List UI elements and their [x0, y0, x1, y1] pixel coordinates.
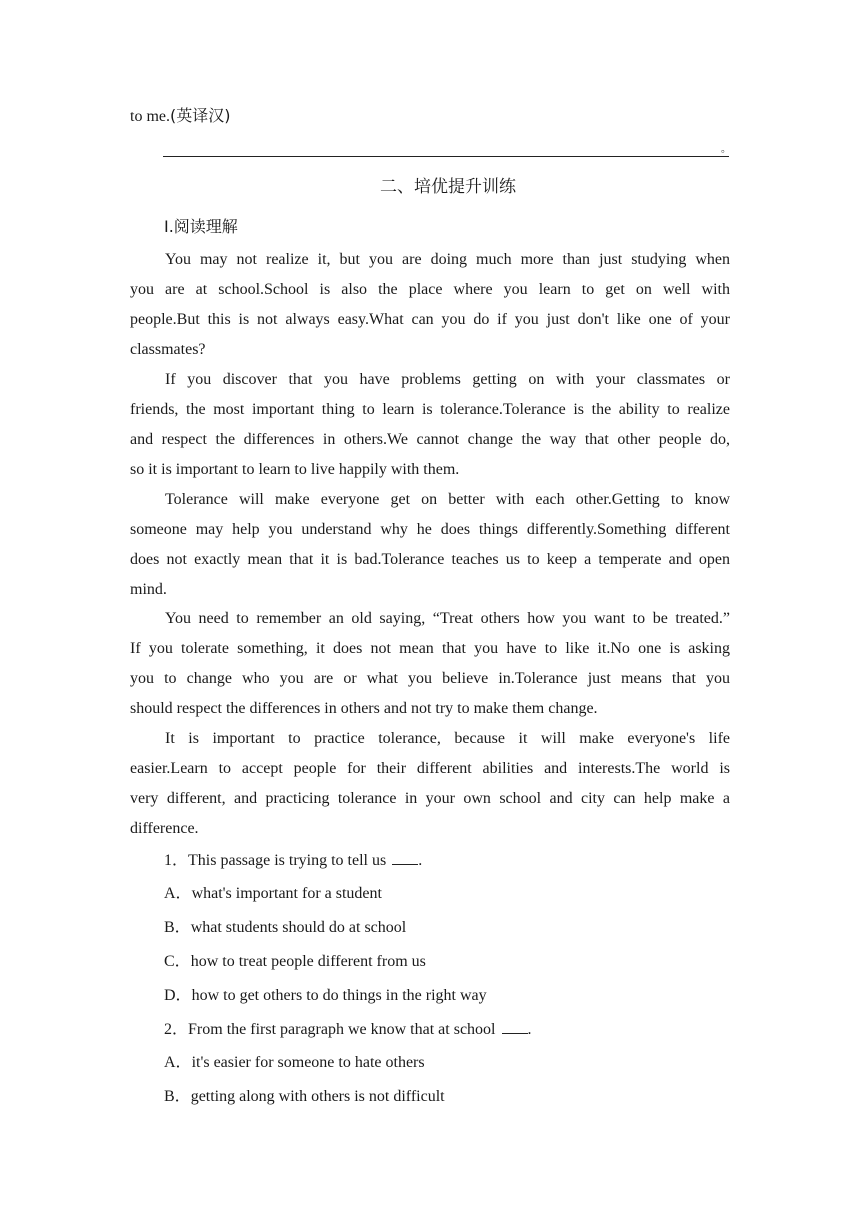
option-a — [164, 1053, 425, 1073]
prev-item-line — [130, 106, 231, 127]
option-letter: A． — [164, 885, 192, 902]
passage-line: You may not realize it, but you are doing much more than just studying when — [165, 251, 730, 268]
passage-line: difference. — [130, 820, 199, 837]
question-tail: . — [418, 852, 423, 869]
answer-line — [163, 156, 729, 157]
end-mark: 。 — [721, 144, 731, 155]
option-text: how to treat people different from us — [190, 953, 426, 970]
passage-line: should respect the differences in others and not try to make them change. — [130, 700, 598, 717]
passage-line: If you discover that you have problems getting on with your classmates or — [165, 371, 730, 388]
question-stem — [164, 850, 422, 871]
option-letter: C． — [164, 953, 191, 970]
part-label: Ⅰ.阅读理解 — [164, 217, 238, 236]
passage-line: someone may help you understand why he does things differently.Something different — [130, 521, 730, 538]
option-letter: A． — [164, 1054, 192, 1071]
option-text: it's easier for someone to hate others — [191, 1054, 425, 1071]
option-b — [164, 1087, 445, 1107]
question-text: This passage is trying to tell us — [188, 852, 387, 869]
passage-line: classmates? — [130, 341, 206, 358]
option-c — [164, 952, 426, 972]
question-stem — [164, 1019, 532, 1040]
passage-line: so it is important to learn to live happily with them. — [130, 461, 460, 478]
answer-blank[interactable] — [502, 1019, 528, 1034]
passage-line: does not exactly mean that it is bad.Tolerance teaches us to keep a temperate and open — [130, 551, 730, 568]
passage-line: you are at school.School is also the place where you learn to get on well with — [130, 281, 730, 298]
option-d — [164, 986, 487, 1006]
option-a — [164, 884, 382, 904]
question-text: From the first paragraph we know that at school — [188, 1021, 496, 1038]
passage-line: If you tolerate something, it does not mean that you have to like it.No one is asking — [130, 640, 730, 657]
option-letter: B． — [164, 919, 191, 936]
passage-line: Tolerance will make everyone get on better with each other.Getting to know — [165, 491, 730, 508]
option-text: how to get others to do things in the right way — [191, 987, 487, 1004]
answer-blank[interactable] — [392, 850, 418, 865]
option-letter: D． — [164, 987, 192, 1004]
passage-line: you to change who you are or what you believe in.Tolerance just means that you — [130, 670, 730, 687]
option-text: getting along with others is not difficult — [190, 1088, 445, 1105]
translation-note: (英译汉) — [170, 106, 231, 125]
passage-line: It is important to practice tolerance, because it will make everyone's life — [165, 730, 730, 747]
prev-item-text: to me. — [130, 108, 170, 125]
section-title: 二、培优提升训练 — [380, 177, 516, 197]
option-text: what's important for a student — [191, 885, 382, 902]
option-letter: B． — [164, 1088, 191, 1105]
passage-line: friends, the most important thing to learn is tolerance.Tolerance is the ability to realize — [130, 401, 730, 418]
question-number: 1． — [164, 852, 189, 869]
question-tail: . — [527, 1021, 532, 1038]
question-number: 2． — [164, 1021, 189, 1038]
option-text: what students should do at school — [190, 919, 407, 936]
option-b — [164, 918, 406, 938]
passage-line: You need to remember an old saying, “Treat others how you want to be treated.” — [165, 610, 730, 627]
passage-line: easier.Learn to accept people for their different abilities and interests.The world is — [130, 760, 730, 777]
passage-line: people.But this is not always easy.What can you do if you just don't like one of your — [130, 311, 730, 328]
passage-line: very different, and practicing tolerance in your own school and city can help make a — [130, 790, 730, 807]
passage-line: mind. — [130, 581, 167, 598]
passage-line: and respect the differences in others.We cannot change the way that other people do, — [130, 431, 730, 448]
